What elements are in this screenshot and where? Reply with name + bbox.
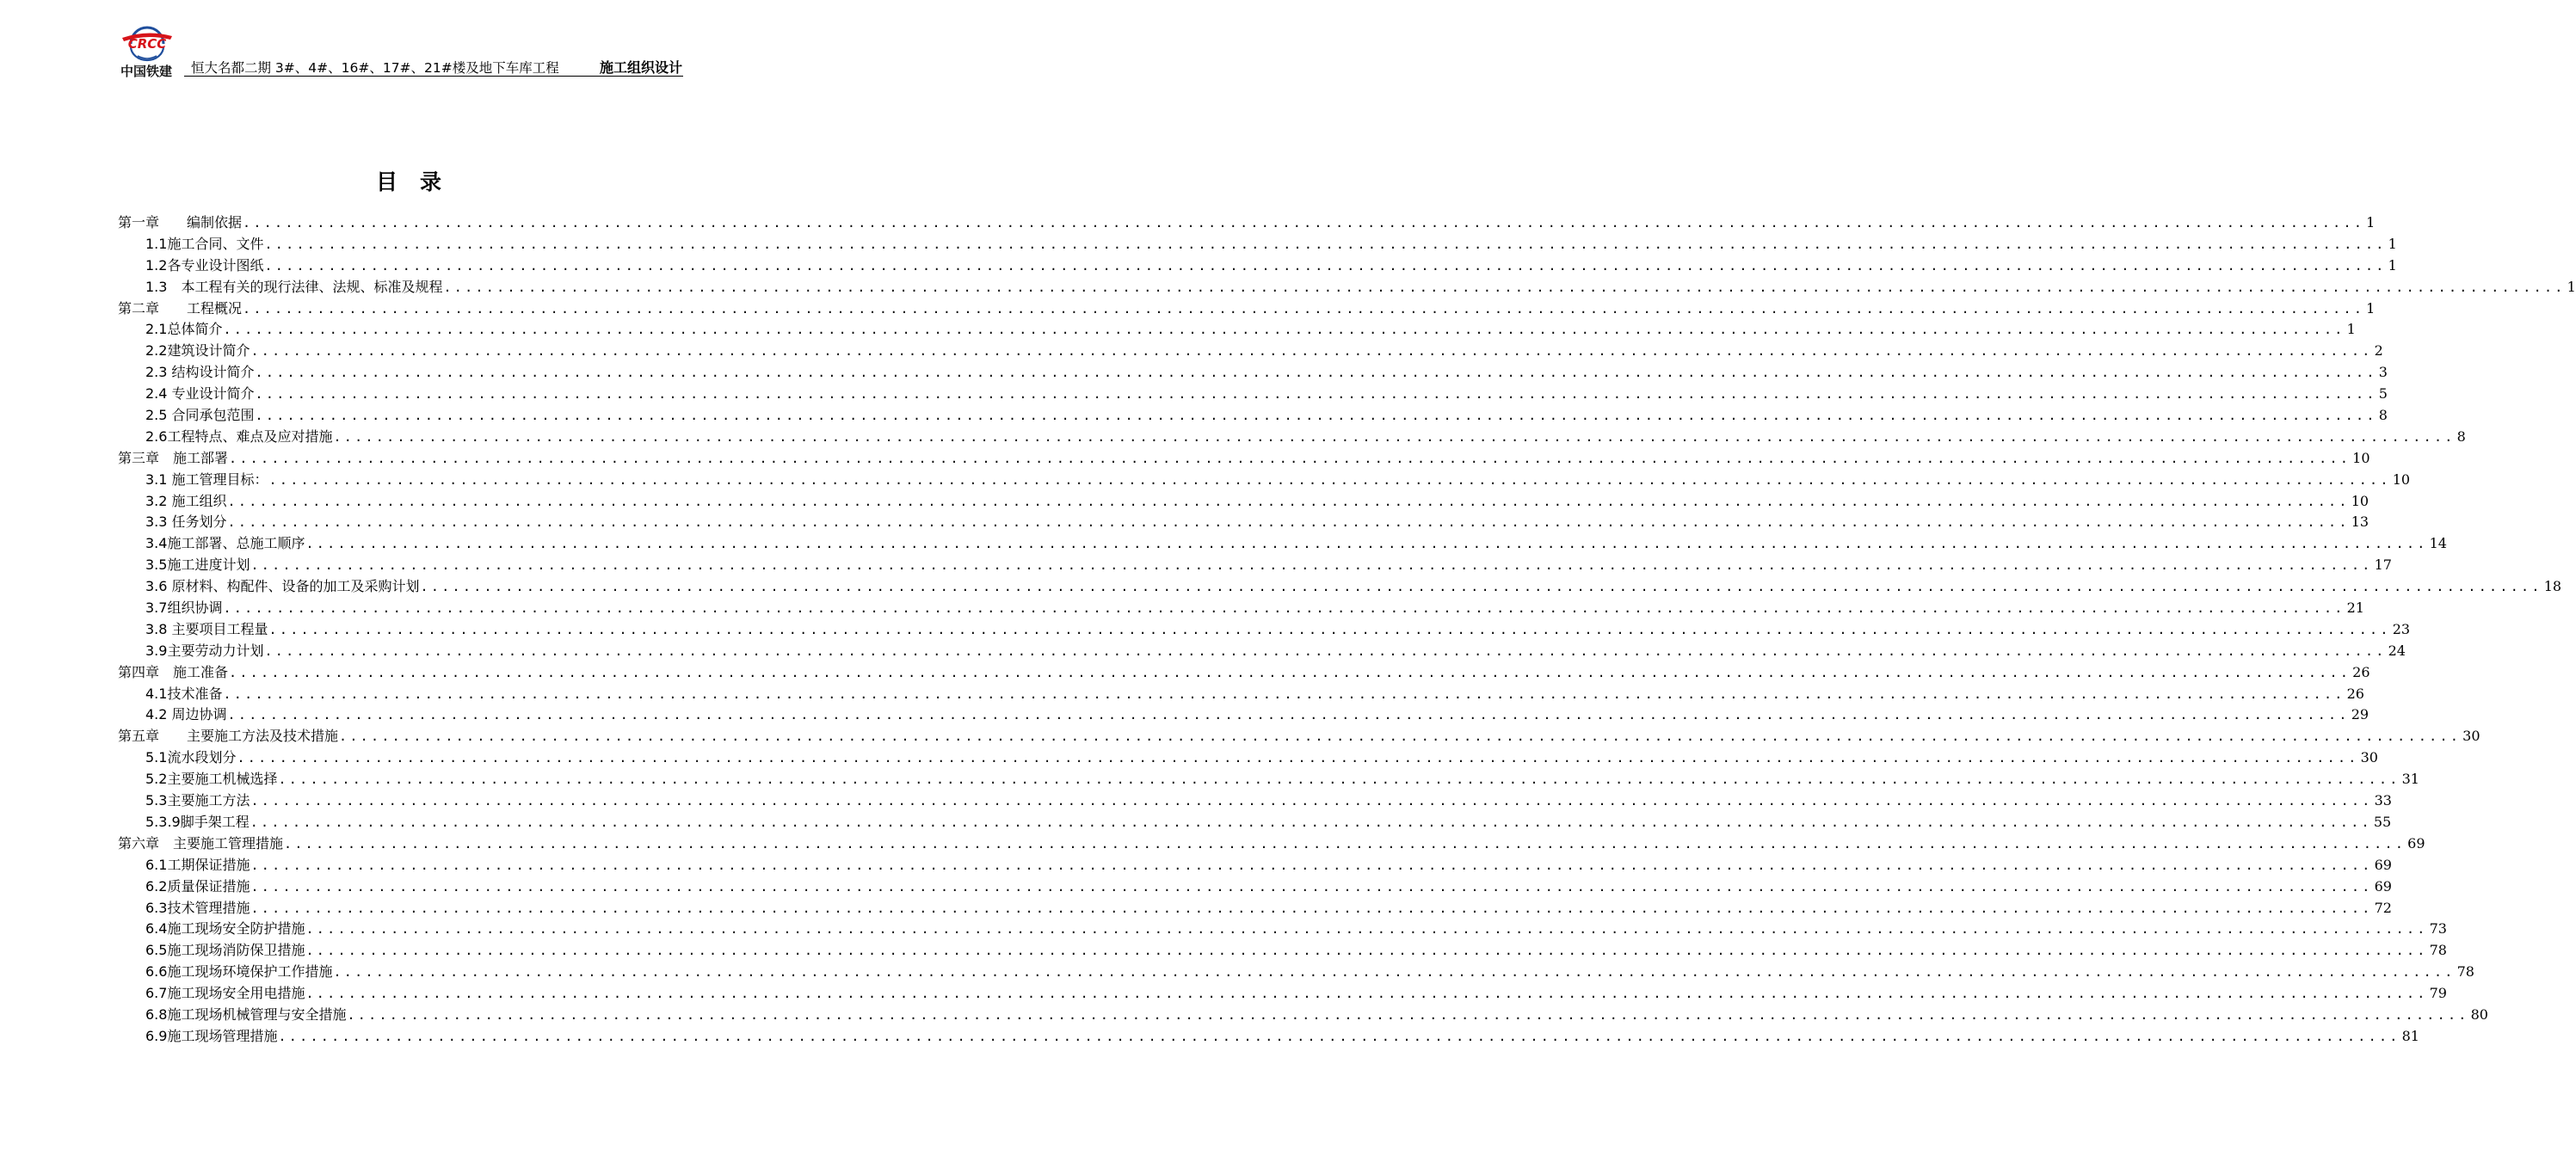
toc-dot-leader: ........................................................................................................................................................................................................ [443,279,2566,295]
toc-entry-page: 8 [2456,427,2466,445]
toc-entry-page: 30 [2462,728,2480,745]
toc-entry-label: 5.3.9脚手架工程 [145,813,250,830]
toc-entry-page: 78 [2429,942,2447,959]
toc-entry-page: 1 [2366,299,2376,317]
toc-entry-page: 13 [2351,513,2370,531]
toc-entry[interactable] [118,448,2370,470]
toc-entry-page: 80 [2470,1005,2488,1023]
crcc-logo-icon [119,26,176,62]
toc-dot-leader: ........................................................................................................................................................................................................ [333,428,2456,445]
toc-entry[interactable] [118,684,2364,705]
toc-entry-label: 1.1施工合同、文件 [145,235,264,252]
toc-dot-leader: ........................................................................................................................................................................................................ [268,471,2391,488]
toc-dot-leader: ........................................................................................................................................................................................................ [264,643,2387,659]
toc-entry-page: 21 [2346,600,2364,617]
toc-dot-leader: ........................................................................................................................................................................................................ [223,322,2345,338]
toc-entry-label: 1.3 本工程有关的现行法律、法规、标准及规程 [145,278,443,295]
toc-entry-page: 30 [2360,749,2378,766]
toc-entry[interactable] [118,234,2397,255]
toc-dot-leader: ........................................................................................................................................................................................................ [255,386,2377,403]
toc-entry-label: 3.3 任务划分 [145,513,227,531]
toc-dot-leader: ........................................................................................................................................................................................................ [264,257,2387,274]
toc-entry-label: 第五章 主要施工方法及技术措施 [118,728,339,745]
toc-entry[interactable] [118,576,2562,598]
toc-entry-label: 3.1 施工管理目标： [145,470,268,488]
toc-entry-label: 2.3 结构设计简介 [145,364,255,381]
toc-entry-page: 5 [2378,385,2388,403]
toc-dot-leader: ........................................................................................................................................................................................................ [227,493,2350,509]
toc-entry-label: 4.2 周边协调 [145,706,227,723]
toc-entry-page: 23 [2392,620,2411,637]
toc-entry-page: 55 [2373,813,2392,830]
toc-entry-label: 6.1工期保证措施 [145,856,250,873]
toc-dot-leader: ........................................................................................................................................................................................................ [250,343,2373,360]
toc-entry-label: 3.5施工进度计划 [145,556,250,574]
toc-entry[interactable] [118,747,2378,769]
toc-entry-page: 69 [2407,834,2425,852]
toc-dot-leader: ........................................................................................................................................................................................................ [237,750,2359,766]
toc-entry-label: 3.2 施工组织 [145,492,227,509]
toc-entry-label: 5.3主要施工方法 [145,792,250,809]
toc-entry[interactable] [118,512,2370,533]
toc-dot-leader: ........................................................................................................................................................................................................ [250,793,2373,809]
toc-dot-leader: ........................................................................................................................................................................................................ [243,300,2365,317]
project-name: 恒大名都二期 3#、4#、16#、17#、21#楼及地下车库工程 [191,60,559,76]
toc-entry-label: 第二章 工程概况 [118,299,243,317]
toc-dot-leader: ........................................................................................................................................................................................................ [250,900,2373,916]
toc-entry[interactable] [118,598,2364,619]
toc-entry[interactable] [118,491,2370,513]
toc-entry-page: 14 [2429,535,2447,552]
toc-entry[interactable] [118,962,2474,983]
toc-dot-leader: ........................................................................................................................................................................................................ [227,707,2350,723]
toc-entry[interactable] [118,384,2388,405]
toc-entry[interactable] [118,341,2383,362]
document-type: 施工组织设计 [599,59,682,76]
toc-dot-leader: ........................................................................................................................................................................................................ [223,600,2345,617]
table-of-contents [118,212,2576,1048]
page-header [0,0,817,86]
toc-entry[interactable] [118,619,2411,641]
toc-entry-label: 2.2建筑设计简介 [145,342,250,360]
toc-dot-leader: ........................................................................................................................................................................................................ [223,686,2345,702]
toc-dot-leader: ........................................................................................................................................................................................................ [227,514,2350,531]
logo-mark-text: CRCC [127,36,167,52]
toc-dot-leader: ........................................................................................................................................................................................................ [284,835,2407,852]
toc-entry-label: 1.2各专业设计图纸 [145,256,264,274]
toc-dot-leader: ........................................................................................................................................................................................................ [250,814,2372,830]
toc-entry[interactable] [118,790,2392,812]
toc-entry[interactable] [118,298,2376,320]
toc-dot-leader: ........................................................................................................................................................................................................ [250,557,2373,574]
toc-entry[interactable] [118,555,2392,576]
toc-dot-leader: ........................................................................................................................................................................................................ [278,1028,2400,1044]
toc-entry-label: 2.4 专业设计简介 [145,385,255,403]
toc-entry-page: 10 [2392,470,2411,488]
toc-entry-label: 3.8 主要项目工程量 [145,620,268,637]
toc-entry-label: 第六章 主要施工管理措施 [118,834,284,852]
toc-dot-leader: ........................................................................................................................................................................................................ [243,215,2365,231]
toc-entry-label: 3.4施工部署、总施工顺序 [145,535,305,552]
toc-entry[interactable] [118,641,2406,662]
toc-entry-page: 69 [2374,856,2392,873]
toc-dot-leader: ........................................................................................................................................................................................................ [339,729,2462,745]
toc-entry-page: 18 [2543,578,2562,595]
toc-entry[interactable] [118,769,2419,790]
toc-dot-leader: ........................................................................................................................................................................................................ [268,621,2391,637]
toc-entry-page: 81 [2401,1027,2419,1044]
toc-dot-leader: ........................................................................................................................................................................................................ [305,943,2428,959]
toc-entry[interactable] [118,983,2447,1005]
toc-entry[interactable] [118,919,2447,940]
toc-entry[interactable] [118,940,2447,962]
toc-entry-label: 3.9主要劳动力计划 [145,642,264,659]
toc-entry-page: 33 [2374,792,2392,809]
toc-dot-leader: ........................................................................................................................................................................................................ [250,878,2373,895]
toc-entry-label: 6.9施工现场管理措施 [145,1027,278,1044]
toc-entry[interactable] [118,427,2466,448]
header-divider [184,76,683,77]
toc-entry-label: 6.7施工现场安全用电措施 [145,985,305,1002]
toc-entry-label: 5.2主要施工机械选择 [145,771,278,788]
toc-dot-leader: ........................................................................................................................................................................................................ [255,408,2377,424]
toc-entry-page: 1 [2567,278,2576,295]
toc-entry-page: 31 [2401,771,2419,788]
toc-entry-label: 6.4施工现场安全防护措施 [145,920,305,938]
toc-entry[interactable] [118,212,2376,234]
toc-entry-page: 10 [2351,492,2370,509]
toc-dot-leader: ........................................................................................................................................................................................................ [420,579,2542,595]
toc-entry-label: 第三章 施工部署 [118,449,229,466]
toc-entry-label: 6.3技术管理措施 [145,899,250,916]
toc-entry-page: 10 [2352,449,2370,466]
toc-entry-label: 6.5施工现场消防保卫措施 [145,942,305,959]
page-title: 目录 [375,169,464,194]
toc-entry-page: 8 [2378,407,2388,424]
toc-entry-page: 3 [2378,364,2388,381]
toc-dot-leader: ........................................................................................................................................................................................................ [305,986,2428,1002]
toc-entry-label: 5.1流水段划分 [145,749,237,766]
toc-entry[interactable] [118,833,2425,855]
toc-entry-label: 2.5 合同承包范围 [145,407,255,424]
toc-entry-page: 78 [2456,963,2474,981]
toc-entry-page: 1 [2388,256,2397,274]
toc-entry-page: 1 [2346,321,2356,338]
toc-entry-page: 72 [2374,899,2392,916]
toc-dot-leader: ........................................................................................................................................................................................................ [255,365,2377,381]
toc-entry-label: 第一章 编制依据 [118,214,243,231]
toc-entry[interactable] [118,277,2576,298]
toc-entry-page: 1 [2388,235,2397,252]
company-logo [110,26,182,79]
toc-dot-leader: ........................................................................................................................................................................................................ [229,664,2351,680]
toc-entry-label: 2.1总体简介 [145,321,223,338]
toc-entry-page: 17 [2374,556,2392,574]
toc-entry-page: 24 [2388,642,2406,659]
toc-entry-label: 2.6工程特点、难点及应对措施 [145,427,333,445]
toc-entry[interactable] [118,1005,2488,1026]
toc-entry-page: 69 [2374,877,2392,895]
toc-entry[interactable] [118,1026,2419,1048]
toc-entry[interactable] [118,855,2392,876]
toc-dot-leader: ........................................................................................................................................................................................................ [305,921,2428,938]
toc-entry-page: 79 [2429,985,2447,1002]
toc-dot-leader: ........................................................................................................................................................................................................ [250,857,2373,873]
toc-entry[interactable] [118,662,2370,684]
toc-entry-page: 26 [2352,663,2370,680]
toc-dot-leader: ........................................................................................................................................................................................................ [347,1006,2469,1023]
toc-entry[interactable] [118,470,2411,491]
toc-entry[interactable] [118,533,2447,555]
toc-dot-leader: ........................................................................................................................................................................................................ [305,536,2428,552]
toc-entry-label: 第四章 施工准备 [118,663,229,680]
toc-entry-page: 26 [2346,685,2364,702]
toc-entry-label: 3.7组织协调 [145,600,223,617]
toc-entry[interactable] [118,898,2392,919]
toc-entry-label: 6.6施工现场环境保护工作措施 [145,963,333,981]
toc-dot-leader: ........................................................................................................................................................................................................ [229,450,2351,466]
toc-entry[interactable] [118,362,2388,384]
toc-entry[interactable] [118,876,2392,898]
toc-dot-leader: ........................................................................................................................................................................................................ [278,772,2400,788]
toc-entry[interactable] [118,726,2480,747]
toc-entry[interactable] [118,319,2356,341]
toc-entry-page: 29 [2351,706,2370,723]
logo-subtext: 中国铁建 [120,64,172,79]
toc-entry-label: 3.6 原材料、构配件、设备的加工及采购计划 [145,578,420,595]
toc-entry-label: 6.2质量保证措施 [145,877,250,895]
toc-dot-leader: ........................................................................................................................................................................................................ [333,964,2456,981]
toc-entry-page: 2 [2374,342,2383,360]
toc-entry[interactable] [118,812,2392,833]
toc-entry-label: 6.8施工现场机械管理与安全措施 [145,1005,347,1023]
toc-entry-page: 73 [2429,920,2447,938]
toc-entry-page: 1 [2366,214,2376,231]
toc-entry[interactable] [118,255,2397,277]
toc-entry[interactable] [118,704,2370,726]
toc-entry-label: 4.1技术准备 [145,685,223,702]
toc-entry[interactable] [118,405,2388,427]
toc-dot-leader: ........................................................................................................................................................................................................ [264,236,2387,252]
